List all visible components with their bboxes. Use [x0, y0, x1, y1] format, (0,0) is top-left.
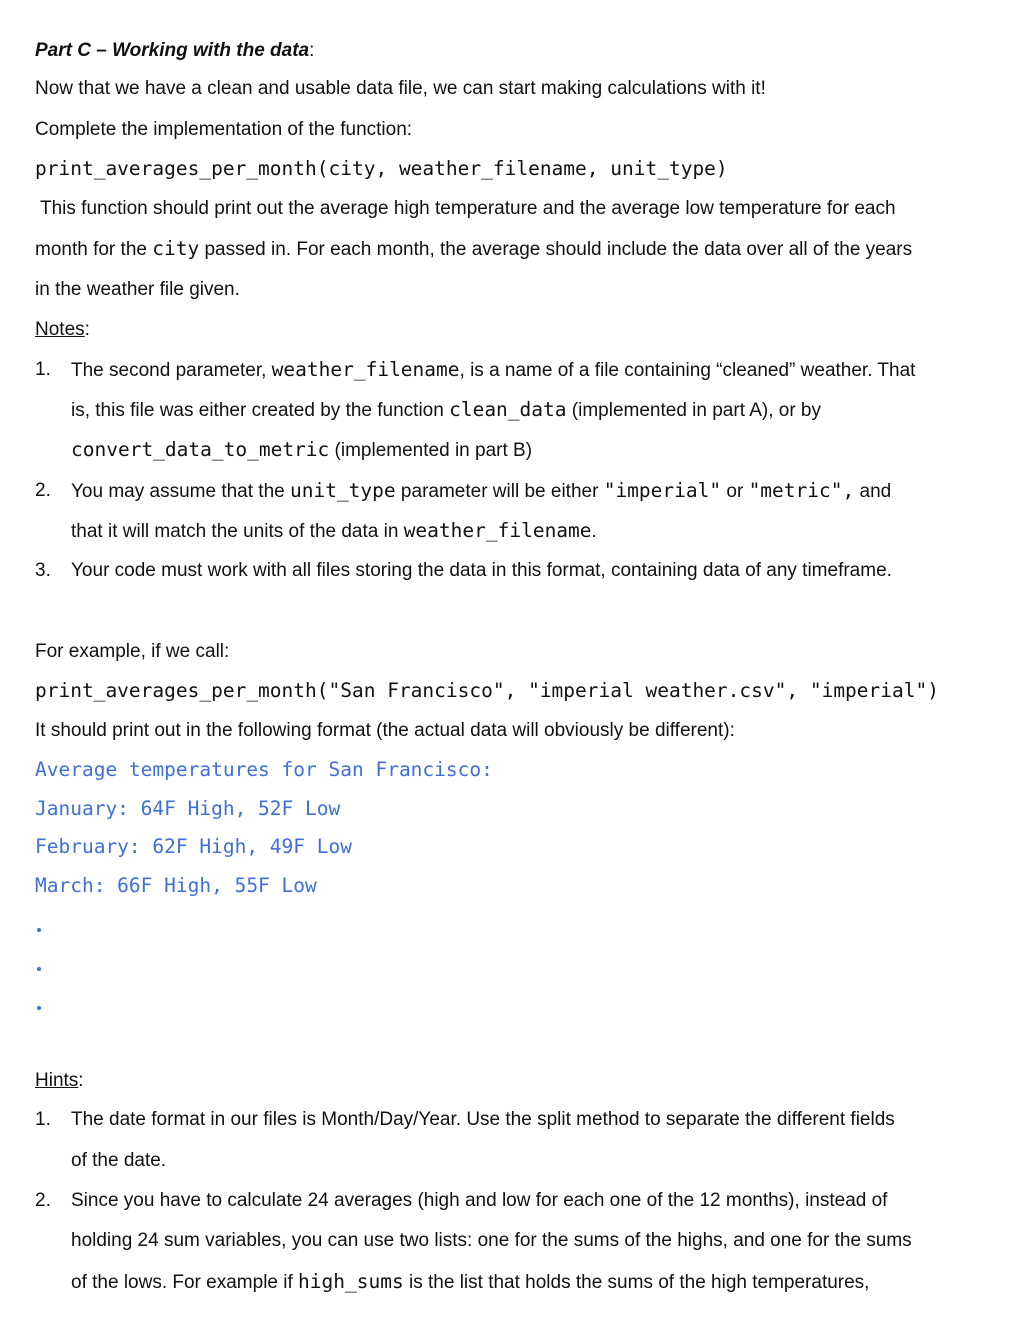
description-line-3: in the weather file given.: [35, 279, 240, 300]
note-2-l1-mid2: or: [721, 481, 749, 502]
description-line-1: This function should print out the average high temperature and the average low temperature for each: [40, 198, 896, 219]
example-call: print_averages_per_month("San Francisco", "imperial weather.csv", "imperial"): [35, 679, 939, 702]
hint-2-l3-pre: of the lows. For example if: [71, 1272, 299, 1293]
code-weather-filename-2: weather_filename: [403, 519, 592, 542]
hint-1-number: 1.: [35, 1109, 51, 1130]
example-intro: For example, if we call:: [35, 641, 230, 662]
hint-1-line-2: of the date.: [71, 1150, 167, 1171]
note-2-l1-mid: parameter will be either: [395, 481, 604, 502]
notes-heading: [35, 317, 90, 343]
note-1-line-2: [71, 397, 821, 424]
output-line-4: March: 66F High, 55F Low: [35, 874, 317, 897]
note-2-l1-post: and: [854, 481, 892, 502]
code-imperial: "imperial": [603, 479, 722, 502]
note-2-number: 2.: [35, 480, 51, 501]
complete-label: Complete the implementation of the function:: [35, 119, 413, 140]
code-convert-data-to-metric: convert_data_to_metric: [71, 438, 330, 461]
code-metric: "metric",: [748, 479, 855, 502]
note-3-number: 3.: [35, 560, 51, 581]
note-3-text: Your code must work with all files storing the data in this format, containing data of any timeframe.: [71, 560, 892, 581]
hint-2-line-3: [71, 1269, 869, 1296]
note-1-number: 1.: [35, 359, 51, 380]
code-unit-type: unit_type: [289, 479, 396, 502]
heading-title: Part C – Working with the data: [35, 40, 310, 61]
note-2-line-2: [71, 518, 597, 545]
code-weather-filename: weather_filename: [271, 358, 460, 381]
note-1-l2-post: (implemented in part A), or by: [566, 400, 821, 421]
ellipsis-dot: [37, 1006, 41, 1010]
code-city: city: [152, 237, 200, 260]
heading-colon: :: [309, 40, 315, 61]
note-2-l2-pre: that it will match the units of the data in: [71, 521, 404, 542]
ellipsis-dot: [37, 967, 41, 971]
hint-1-line-1: The date format in our files is Month/Day/Year. Use the split method to separate the different fields: [71, 1109, 895, 1130]
hint-2-number: 2.: [35, 1190, 51, 1211]
note-1-l2-pre: is, this file was either created by the function: [71, 400, 450, 421]
code-clean-data: clean_data: [449, 398, 567, 421]
note-1-line-1: [71, 357, 915, 384]
code-high-sums: high_sums: [298, 1270, 404, 1293]
note-2-line-1: [71, 478, 891, 505]
note-1-l1-post: , is a name of a file containing “cleaned” weather. That: [459, 360, 916, 381]
hints-heading: [35, 1068, 84, 1094]
note-2-l1-pre: You may assume that the: [71, 481, 290, 502]
notes-label: Notes: [35, 319, 85, 340]
hints-colon: :: [78, 1070, 84, 1091]
intro-text: Now that we have a clean and usable data file, we can start making calculations with it!: [35, 78, 766, 99]
output-line-2: January: 64F High, 52F Low: [35, 797, 341, 820]
notes-colon: :: [84, 319, 90, 340]
description-line-2-pre: month for the: [35, 239, 153, 260]
note-1-line-3: [71, 437, 532, 464]
hint-2-line-2: holding 24 sum variables, you can use two lists: one for the sums of the highs, and one for the sums: [71, 1230, 912, 1251]
ellipsis-dot: [37, 928, 41, 932]
note-2-l2-post: .: [591, 521, 597, 542]
format-note: It should print out in the following format (the actual data will obviously be different):: [35, 720, 735, 741]
description-line-2-post: passed in. For each month, the average should include the data over all of the years: [199, 239, 913, 260]
hint-2-line-1: Since you have to calculate 24 averages (high and low for each one of the 12 months), instead of: [71, 1190, 888, 1211]
output-line-1: Average temperatures for San Francisco:: [35, 758, 493, 781]
output-line-3: February: 62F High, 49F Low: [35, 835, 352, 858]
hints-label: Hints: [35, 1070, 79, 1091]
note-1-l3-post: (implemented in part B): [329, 440, 533, 461]
function-signature: print_averages_per_month(city, weather_filename, unit_type): [35, 157, 728, 180]
section-heading: [35, 38, 314, 64]
hint-2-l3-post: is the list that holds the sums of the high temperatures,: [403, 1272, 870, 1293]
description-line-2: [35, 236, 912, 263]
note-1-l1-pre: The second parameter,: [71, 360, 272, 381]
